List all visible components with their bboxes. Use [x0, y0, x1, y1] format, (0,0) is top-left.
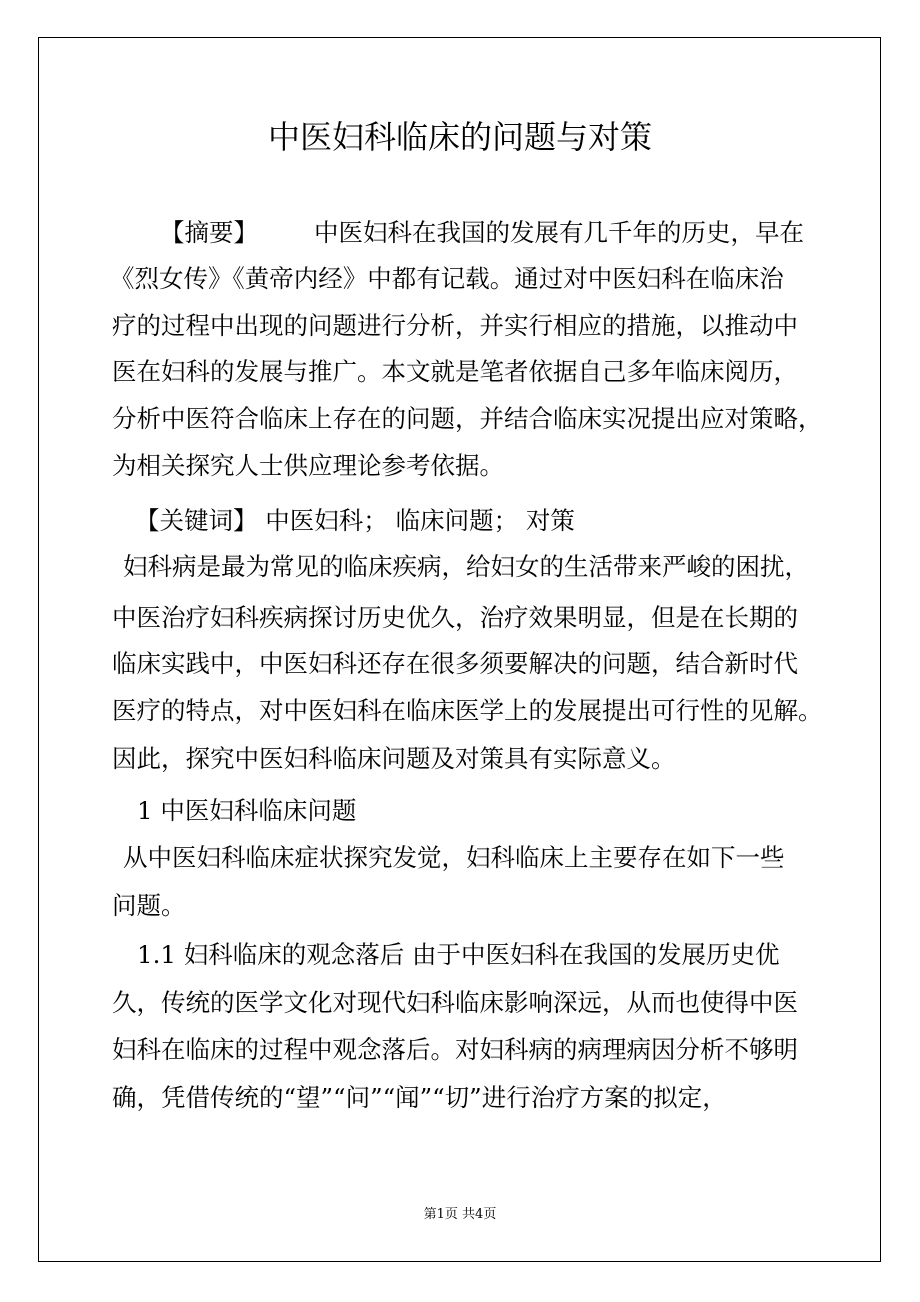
abstract-line: 医在妇科的发展与推广。本文就是笔者依据自己多年临床阅历， [112, 357, 798, 386]
intro-line: 中医治疗妇科疾病探讨历史优久，治疗效果明显，但是在长期的 [112, 603, 798, 632]
section-heading: 1 中医妇科临床问题 [137, 796, 357, 825]
body-line: 妇科在临床的过程中观念落后。对妇科病的病理病因分析不够明 [112, 1035, 798, 1064]
body-line: 确，凭借传统的“望”“问”“闻”“切”进行治疗方案的拟定， [112, 1083, 727, 1112]
keywords-line: 【关键词】 中医妇科； 临床问题； 对策 [135, 506, 575, 535]
abstract-line: 为相关探究人士供应理论参考依据。 [112, 451, 504, 480]
abstract-line: 疗的过程中出现的问题进行分析，并实行相应的措施，以推动中 [112, 311, 798, 340]
abstract-line: 分析中医符合临床上存在的问题，并结合临床实况提出应对策略， [112, 404, 823, 433]
intro-line: 妇科病是最为常见的临床疾病，给妇女的生活带来严峻的困扰， [123, 552, 809, 581]
subsection-line: 1.1 妇科临床的观念落后 由于中医妇科在我国的发展历史优 [137, 940, 780, 969]
body-line: 久，传统的医学文化对现代妇科临床影响深远，从而也使得中医 [112, 988, 798, 1017]
body-line: 从中医妇科临床症状探究发觉，妇科临床上主要存在如下一些 [123, 843, 785, 872]
document-title: 中医妇科临床的问题与对策 [267, 118, 652, 156]
body-line: 问题。 [112, 891, 186, 920]
abstract-line: 中医妇科在我国的发展有几千年的历史，早在 [314, 218, 804, 247]
intro-line: 临床实践中，中医妇科还存在很多须要解决的问题，结合新时代 [112, 649, 798, 678]
intro-line: 因此，探究中医妇科临床问题及对策具有实际意义。 [112, 744, 676, 773]
intro-line: 医疗的特点，对中医妇科在临床医学上的发展提出可行性的见解。 [112, 696, 823, 725]
abstract-line: 《烈女传》《黄帝内经》中都有记载。通过对中医妇科在临床治 [110, 264, 784, 293]
abstract-label: 【摘要】 [160, 218, 258, 247]
page-footer: 第1页 共4页 [423, 1207, 497, 1222]
